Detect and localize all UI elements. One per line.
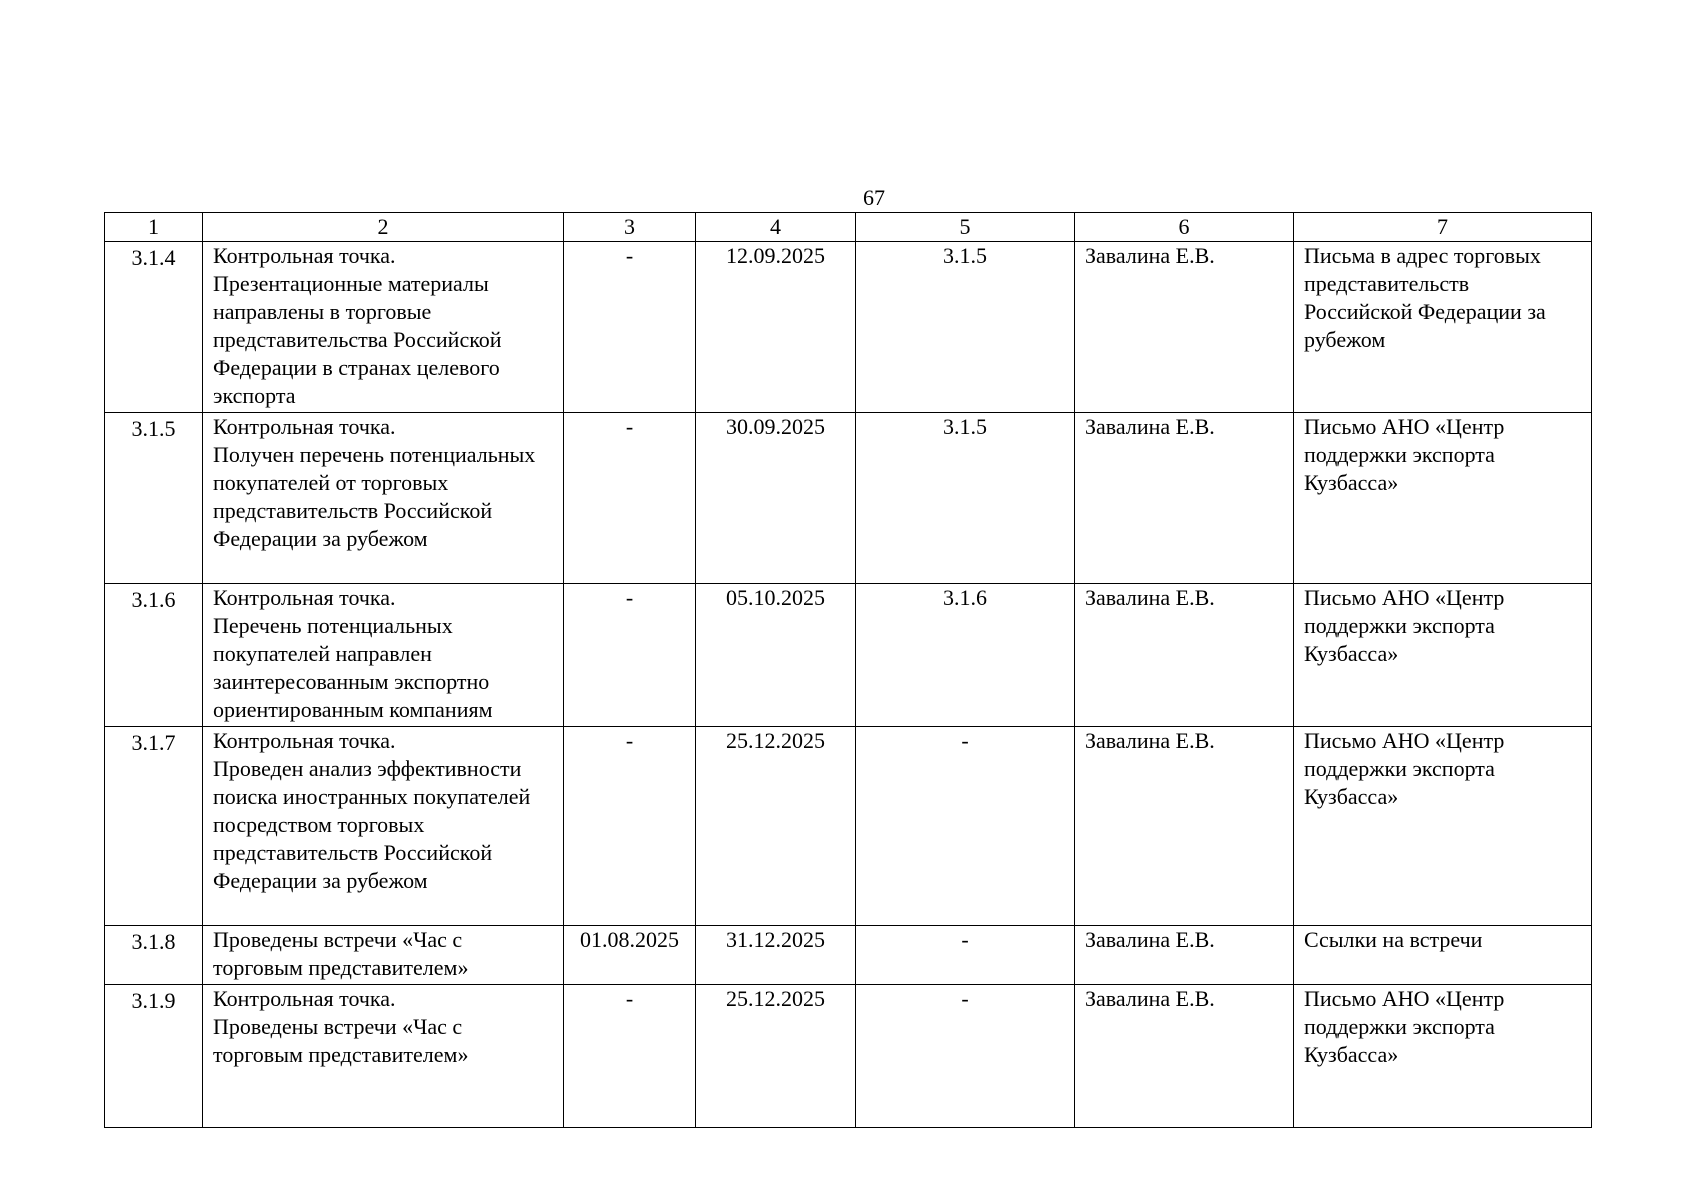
column-header: 4: [696, 213, 856, 242]
row-responsible: Завалина Е.В.: [1075, 727, 1294, 926]
row-text: Презентационные материалы направлены в торговые представительства Российской Федерации в странах целевого экспорта: [213, 271, 502, 408]
row-text: Перечень потенциальных покупателей направлен заинтересованным экспортно ориентированным компаниям: [213, 613, 493, 722]
column-header: 2: [203, 213, 564, 242]
table-row: [105, 413, 1592, 584]
row-dependency: 3.1.5: [856, 413, 1075, 584]
row-description: [203, 413, 564, 584]
row-responsible: Завалина Е.В.: [1075, 985, 1294, 1128]
row-number: 3.1.6: [105, 584, 203, 727]
row-responsible: Завалина Е.В.: [1075, 926, 1294, 985]
column-header: 3: [564, 213, 696, 242]
row-text: Проведен анализ эффективности поиска иностранных покупателей посредством торговых представительств Российской Федерации за рубежом: [213, 756, 531, 893]
row-document: Письмо АНО «Центр поддержки экспорта Кузбасса»: [1294, 727, 1592, 926]
row-text: Получен перечень потенциальных покупателей от торговых представительств Российской Федерации за рубежом: [213, 442, 536, 551]
row-number: 3.1.8: [105, 926, 203, 985]
row-title: Контрольная точка.: [213, 414, 396, 439]
row-title: Контрольная точка.: [213, 585, 396, 610]
table-row: [105, 727, 1592, 926]
row-dependency: -: [856, 727, 1075, 926]
row-document: Письмо АНО «Центр поддержки экспорта Кузбасса»: [1294, 413, 1592, 584]
row-start-date: 01.08.2025: [564, 926, 696, 985]
row-end-date: 05.10.2025: [696, 584, 856, 727]
row-title: Контрольная точка.: [213, 243, 396, 268]
row-number: 3.1.7: [105, 727, 203, 926]
row-description: [203, 584, 564, 727]
row-description: [203, 926, 564, 985]
row-document: Ссылки на встречи: [1294, 926, 1592, 985]
row-title: Контрольная точка.: [213, 728, 396, 753]
row-description: [203, 727, 564, 926]
row-document: Письмо АНО «Центр поддержки экспорта Кузбасса»: [1294, 985, 1592, 1128]
row-description: [203, 242, 564, 413]
plan-table: [104, 212, 1592, 1128]
row-start-date: -: [564, 242, 696, 413]
row-dependency: -: [856, 985, 1075, 1128]
row-document: Письмо АНО «Центр поддержки экспорта Кузбасса»: [1294, 584, 1592, 727]
table-row: [105, 584, 1592, 727]
row-dependency: 3.1.5: [856, 242, 1075, 413]
column-header: 6: [1075, 213, 1294, 242]
row-start-date: -: [564, 413, 696, 584]
row-end-date: 12.09.2025: [696, 242, 856, 413]
row-document: Письма в адрес торговых представительств Российской Федерации за рубежом: [1294, 242, 1592, 413]
row-responsible: Завалина Е.В.: [1075, 242, 1294, 413]
column-header: 1: [105, 213, 203, 242]
page-number: 67: [863, 185, 885, 210]
row-responsible: Завалина Е.В.: [1075, 584, 1294, 727]
row-title: Контрольная точка.: [213, 986, 396, 1011]
row-text: Проведены встречи «Час с торговым представителем»: [213, 1014, 469, 1067]
row-description: [203, 985, 564, 1128]
row-start-date: -: [564, 727, 696, 926]
column-header: 7: [1294, 213, 1592, 242]
row-number: 3.1.9: [105, 985, 203, 1128]
row-end-date: 25.12.2025: [696, 985, 856, 1128]
row-end-date: 30.09.2025: [696, 413, 856, 584]
row-text: Проведены встречи «Час с торговым представителем»: [213, 927, 469, 980]
row-number: 3.1.5: [105, 413, 203, 584]
row-dependency: -: [856, 926, 1075, 985]
row-end-date: 25.12.2025: [696, 727, 856, 926]
row-start-date: -: [564, 584, 696, 727]
column-header: 5: [856, 213, 1075, 242]
row-number: 3.1.4: [105, 242, 203, 413]
table-row: [105, 985, 1592, 1128]
row-end-date: 31.12.2025: [696, 926, 856, 985]
table-row: [105, 242, 1592, 413]
row-responsible: Завалина Е.В.: [1075, 413, 1294, 584]
row-dependency: 3.1.6: [856, 584, 1075, 727]
table-header-row: [105, 213, 1592, 242]
row-start-date: -: [564, 985, 696, 1128]
table-row: [105, 926, 1592, 985]
